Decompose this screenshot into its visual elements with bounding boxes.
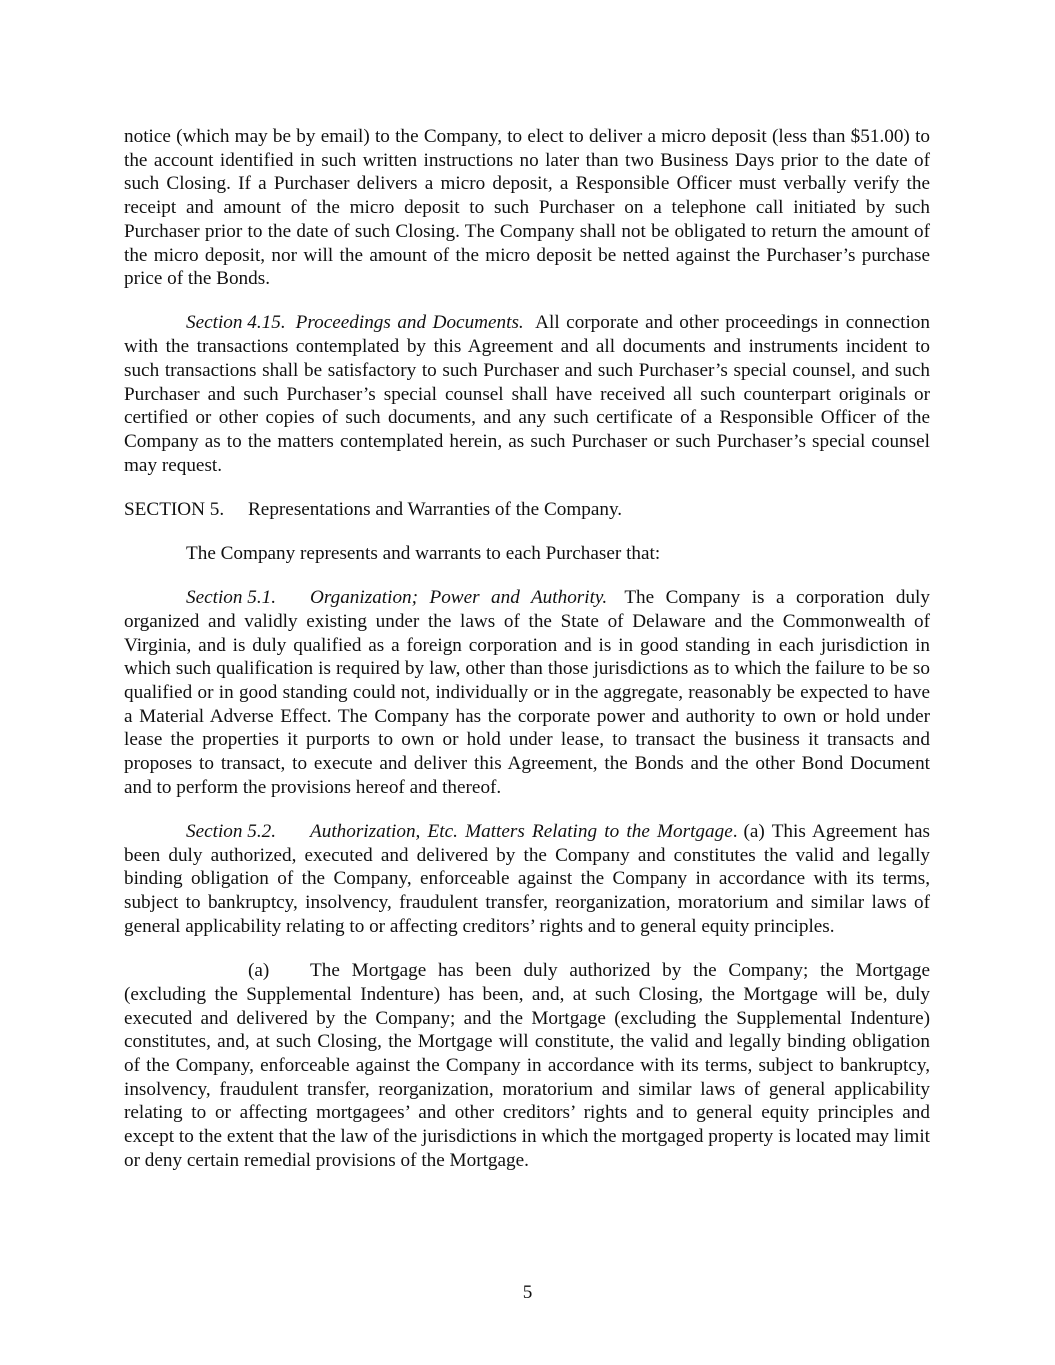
section-5-2-paragraph	[124, 820, 930, 939]
section-5-2-title-period: .	[732, 821, 738, 843]
section-5-2-a-body: The Mortgage has been duly authorized by the Company; the Mortgage (excluding the Supplemental Indenture) has been, and, at such Closing, the Mortgage will be, duly executed and delivered by the Company; and the Mortgage (excluding the Supplemental Indenture) constitutes, and, at such Closing, the Mortgage will constitute, the valid and legally binding obligation of the Company, enforceable against the Company in accordance with its terms, subject to bankruptcy, insolvency, fraudulent transfer, reorganization, moratorium and similar laws of general applicability relating to or affecting mortgagees’ and other creditors’ rights and to general equity principles and except to the extent that the law of the jurisdictions in which the mortgaged property is located may limit or deny certain remedial provisions of the Mortgage.	[124, 960, 930, 1171]
section-5-1-body: The Company is a corporation duly organized and validly existing under the laws of the State of Delaware and the Commonwealth of Virginia, and is duly qualified as a foreign corporation and is in good standing in each jurisdiction in which such qualification is required by law, other than those jurisdictions as to which the failure to be so qualified or in good standing could not, individually or in the aggregate, reasonably be expected to have a Material Adverse Effect. The Company has the corporate power and authority to own or hold under lease the properties it purports to own or hold under lease, to transact the business it transacts and proposes to transact, to execute and deliver this Agreement, the Bonds and the other Bond Document and to perform the provisions hereof and thereof.	[124, 587, 930, 798]
section-5-heading	[124, 498, 930, 522]
section-5-title: Representations and Warranties of the Company.	[248, 498, 623, 520]
section-4-15-title: Proceedings and Documents.	[295, 312, 524, 334]
page-number: 5	[522, 1282, 533, 1303]
section-5-1-paragraph	[124, 586, 930, 799]
section-4-15-number: Section 4.15.	[186, 312, 286, 334]
section-4-15-paragraph	[124, 311, 930, 477]
section-5-2-number: Section 5.2.	[186, 821, 277, 843]
section-5-intro: The Company represents and warrants to each Purchaser that:	[186, 543, 661, 565]
document-page	[124, 125, 930, 1193]
section-5-2-a-label: (a)	[248, 960, 270, 982]
paragraph-continued-micro-deposit: notice (which may be by email) to the Company, to elect to deliver a micro deposit (less than $51.00) to the account identified in such written instructions no later than two Business Days prior to the date of such Closing. If a Purchaser delivers a micro deposit, a Responsible Officer must verbally verify the receipt and amount of the micro deposit to such Purchaser on a telephone call initiated by such Purchaser prior to the date of such Closing. The Company shall not be obligated to return the amount of the micro deposit, nor will the amount of the micro deposit be netted against the Purchaser’s purchase price of the Bonds.	[124, 126, 930, 290]
section-5-2-body: (a) This Agreement has been duly authorized, executed and delivered by the Company and constitutes the valid and legally binding obligation of the Company, enforceable against the Company in accordance with its terms, subject to bankruptcy, insolvency, fraudulent transfer, reorganization, moratorium and similar laws of general applicability relating to or affecting creditors’ rights and to general equity principles.	[124, 821, 930, 937]
section-5-2-title: Authorization, Etc. Matters Relating to the Mortgage	[310, 821, 733, 843]
section-5-number: SECTION 5.	[124, 498, 225, 520]
section-5-2-a-paragraph	[124, 959, 930, 1172]
section-5-1-number: Section 5.1.	[186, 587, 277, 609]
section-4-15-body: All corporate and other proceedings in connection with the transactions contemplated by this Agreement and all documents and instruments incident to such transactions shall be satisfactory to such Purchaser and such Purchaser’s special counsel, and such Purchaser and such Purchaser’s special counsel shall have received all such counterpart originals or certified or other copies of such documents, and any such certificate of a Responsible Officer of the Company as to the matters contemplated herein, as such Purchaser or such Purchaser’s special counsel may request.	[124, 312, 930, 476]
section-5-1-title: Organization; Power and Authority.	[310, 587, 608, 609]
